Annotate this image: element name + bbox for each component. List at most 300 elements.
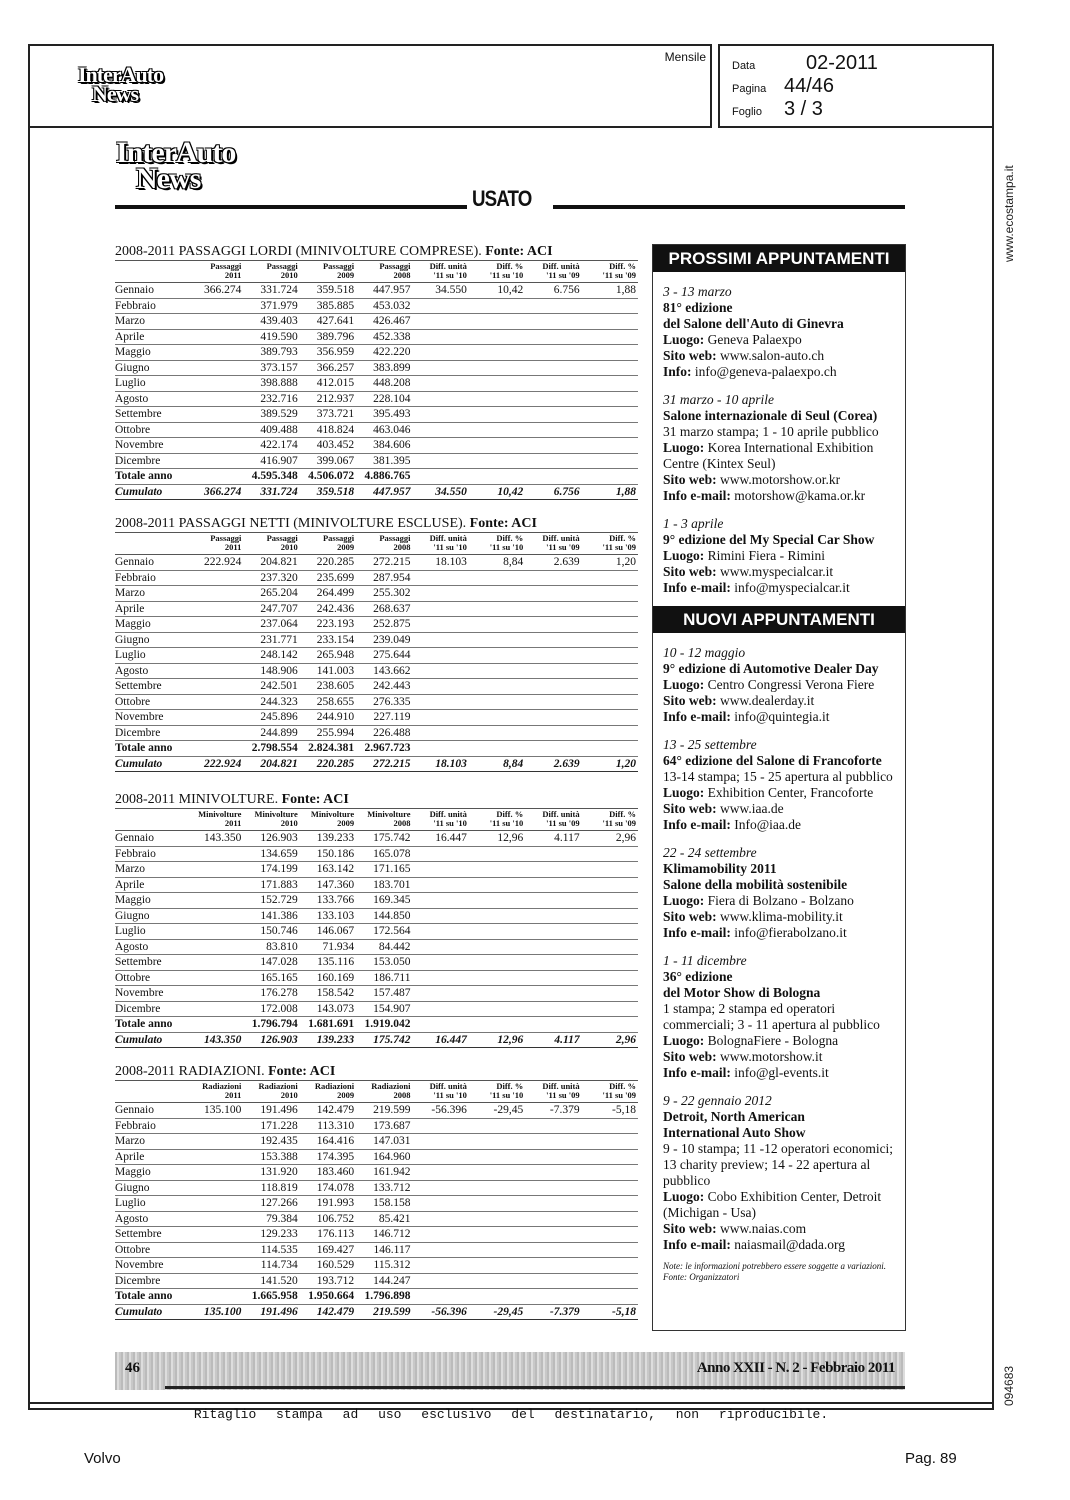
total-cell: [413, 1289, 469, 1305]
column-header-line-2: '11 su '10: [489, 270, 524, 280]
table-cell: [582, 1001, 638, 1017]
table-cell: 146.117: [356, 1242, 412, 1258]
table-cell: Novembre: [115, 710, 187, 726]
event-detail-value: www.salon-auto.ch: [720, 348, 825, 363]
month-header: [115, 533, 187, 555]
table-cell: [469, 694, 525, 710]
event-detail-label: Sito web: [663, 693, 713, 708]
table-cell: [413, 908, 469, 924]
table-cell: [413, 360, 469, 376]
column-header-line-1: Passaggi: [210, 261, 242, 271]
event-title: Klimamobility 2011: [663, 861, 777, 876]
table-cell: 144.850: [356, 908, 412, 924]
event-detail-value: www.motorshow.or.kr: [720, 472, 841, 487]
event-title: Salone della mobilità sostenibile: [663, 877, 848, 892]
stats-table-block: [115, 1064, 638, 1320]
table-cell: 359.518: [300, 283, 356, 299]
table-cell: 183.460: [300, 1165, 356, 1181]
cumulative-cell: 10,42: [469, 484, 525, 500]
table-cell: 255.994: [300, 725, 356, 741]
event-detail-label: Sito web: [663, 1049, 713, 1064]
section-logo-line-1: InterAuto: [116, 136, 236, 169]
table-cell: Dicembre: [115, 1001, 187, 1017]
total-cell: 1.950.664: [300, 1289, 356, 1305]
event-detail-value: info@gl-events.it: [734, 1065, 829, 1080]
table-cell: Gennaio: [115, 555, 187, 571]
event-detail: Info: info@geneva-palaexpo.ch: [663, 364, 837, 379]
table-cell: 6.756: [525, 283, 581, 299]
table-cell: 331.724: [243, 283, 299, 299]
cumulative-cell: Cumulato: [115, 484, 187, 500]
event-detail-value: www.iaa.de: [720, 801, 784, 816]
event-entry: [663, 737, 897, 833]
table-cell: [582, 329, 638, 345]
table-cell: 171.165: [356, 862, 412, 878]
event-detail: Info e-mail: info@fierabolzano.it: [663, 925, 847, 940]
cumulative-cell: 222.924: [187, 756, 243, 772]
cumulative-cell: 18.103: [413, 756, 469, 772]
cumulative-cell: 366.274: [187, 484, 243, 500]
table-cell: 373.721: [300, 407, 356, 423]
table-cell: [187, 846, 243, 862]
column-header-line-2: 2011: [224, 542, 242, 552]
table-cell: [469, 1273, 525, 1289]
column-header: [582, 261, 638, 283]
column-header-line-1: Passaggi: [379, 261, 411, 271]
table-cell: 447.957: [356, 283, 412, 299]
table-cell: [469, 586, 525, 602]
event-detail-label: Luogo: [663, 1189, 700, 1204]
column-header: [525, 809, 581, 831]
table-cell: [187, 407, 243, 423]
event-detail: Sito web: www.salon-auto.ch: [663, 348, 825, 363]
table-row: [115, 555, 638, 571]
total-cell: [525, 1017, 581, 1033]
table-row: [115, 725, 638, 741]
table-cell: 141.003: [300, 663, 356, 679]
table-cell: 220.285: [300, 555, 356, 571]
event-detail-label: Luogo: [663, 548, 700, 563]
section-logo-line-2: News: [136, 161, 201, 195]
table-cell: [187, 648, 243, 664]
column-header-line-2: 2011: [224, 1090, 242, 1100]
table-cell: [469, 1118, 525, 1134]
event-detail-label: Luogo: [663, 893, 700, 908]
column-header-line-1: Radiazioni: [371, 1081, 411, 1091]
table-cell: 383.899: [356, 360, 412, 376]
table-cell: [582, 694, 638, 710]
total-cell: [413, 469, 469, 485]
table-cell: [413, 648, 469, 664]
table-row: [115, 391, 638, 407]
table-cell: Dicembre: [115, 453, 187, 469]
table-cell: Agosto: [115, 663, 187, 679]
table-row: [115, 283, 638, 299]
frequency-label: Mensile: [664, 50, 706, 64]
table-cell: [413, 955, 469, 971]
table-cell: [413, 1149, 469, 1165]
column-header-line-2: '11 su '10: [489, 818, 524, 828]
table-cell: 399.067: [300, 453, 356, 469]
table-cell: -5,18: [582, 1103, 638, 1119]
table-cell: Giugno: [115, 908, 187, 924]
table-title-text: 2008-2011 PASSAGGI LORDI (MINIVOLTURE COMPRESE).: [115, 244, 482, 259]
column-header-line-2: 2010: [280, 818, 298, 828]
table-cell: 141.386: [243, 908, 299, 924]
event-detail-label: Info: [663, 364, 688, 379]
table-cell: -29,45: [469, 1103, 525, 1119]
event-description: 31 marzo stampa; 1 - 10 aprile pubblico: [663, 424, 879, 439]
column-header: [469, 261, 525, 283]
column-header-line-1: Diff. %: [609, 809, 636, 819]
column-header: [525, 533, 581, 555]
event-detail: Sito web: www.motorshow.it: [663, 1049, 823, 1064]
table-cell: [187, 924, 243, 940]
table-cell: [413, 694, 469, 710]
table-cell: [187, 1180, 243, 1196]
table-cell: [187, 1227, 243, 1243]
event-detail-value: info@myspecialcar.it: [734, 580, 850, 595]
table-cell: 366.274: [187, 283, 243, 299]
column-header: [356, 533, 412, 555]
event-entry: [663, 845, 897, 941]
table-cell: [582, 955, 638, 971]
table-cell: 85.421: [356, 1211, 412, 1227]
table-cell: [187, 893, 243, 909]
table-cell: 133.766: [300, 893, 356, 909]
column-header-line-1: Radiazioni: [258, 1081, 298, 1091]
table-cell: [469, 314, 525, 330]
event-detail-label: Info e-mail: [663, 817, 727, 832]
table-cell: Febbraio: [115, 846, 187, 862]
table-cell: [582, 360, 638, 376]
event-title: Salone internazionale di Seul (Corea): [663, 408, 878, 423]
table-cell: 174.199: [243, 862, 299, 878]
table-cell: Marzo: [115, 314, 187, 330]
table-cell: Marzo: [115, 586, 187, 602]
table-cell: [582, 1242, 638, 1258]
table-cell: [187, 345, 243, 361]
table-cell: 231.771: [243, 632, 299, 648]
table-cell: Maggio: [115, 617, 187, 633]
cumulative-cell: 220.285: [300, 756, 356, 772]
table-cell: [469, 908, 525, 924]
table-cell: [582, 710, 638, 726]
total-cell: [582, 469, 638, 485]
column-header-line-1: Minivolture: [198, 809, 242, 819]
event-title: International Auto Show: [663, 1125, 806, 1140]
table-cell: 2.639: [525, 555, 581, 571]
column-header: [243, 261, 299, 283]
cumulative-cell: 331.724: [243, 484, 299, 500]
table-cell: [525, 360, 581, 376]
table-cell: [525, 1211, 581, 1227]
table-cell: Luglio: [115, 376, 187, 392]
table-cell: [582, 1118, 638, 1134]
total-cell: [187, 469, 243, 485]
table-cell: Giugno: [115, 360, 187, 376]
issue-label: Anno XXII - N. 2 - Febbraio 2011: [696, 1360, 895, 1376]
table-cell: [187, 632, 243, 648]
table-source: Fonte: ACI: [485, 244, 553, 259]
table-cell: [469, 376, 525, 392]
table-cell: 114.535: [243, 1242, 299, 1258]
table-row: [115, 422, 638, 438]
table-cell: [525, 345, 581, 361]
total-cell: [525, 469, 581, 485]
table-cell: [582, 345, 638, 361]
table-cell: [413, 345, 469, 361]
cumulative-cell: -7.379: [525, 1304, 581, 1320]
table-row: [115, 679, 638, 695]
table-cell: 439.403: [243, 314, 299, 330]
stats-table: [115, 1080, 638, 1320]
table-cell: [469, 345, 525, 361]
column-header: [243, 1081, 299, 1103]
column-header-line-2: '11 su '10: [489, 1090, 524, 1100]
table-cell: 83.810: [243, 939, 299, 955]
table-cell: [469, 391, 525, 407]
column-header: [243, 809, 299, 831]
table-cell: 227.119: [356, 710, 412, 726]
table-cell: [469, 986, 525, 1002]
event-detail-value: BolognaFiere - Bologna: [707, 1033, 839, 1048]
table-cell: 126.903: [243, 831, 299, 847]
table-row: [115, 601, 638, 617]
table-cell: [582, 376, 638, 392]
stats-table-block: [115, 516, 638, 772]
event-title: Detroit, North American: [663, 1109, 805, 1124]
column-header-line-2: 2009: [337, 1090, 355, 1100]
column-header-line-1: Radiazioni: [202, 1081, 242, 1091]
column-header: [469, 809, 525, 831]
table-cell: [469, 679, 525, 695]
event-detail-value: Exhibition Center, Francoforte: [707, 785, 874, 800]
table-cell: 183.701: [356, 877, 412, 893]
table-row: [115, 831, 638, 847]
table-row: [115, 877, 638, 893]
table-cell: 191.993: [300, 1196, 356, 1212]
cumulative-cell: Cumulato: [115, 1032, 187, 1048]
table-cell: [187, 298, 243, 314]
table-cell: [413, 862, 469, 878]
event-detail-value: www.dealerday.it: [720, 693, 815, 708]
event-detail-value: www.naias.com: [720, 1221, 807, 1236]
cumulative-row: [115, 1032, 638, 1048]
table-cell: [187, 570, 243, 586]
table-cell: Luglio: [115, 648, 187, 664]
table-cell: 409.488: [243, 422, 299, 438]
table-cell: [525, 648, 581, 664]
table-cell: [187, 1196, 243, 1212]
event-detail-value: Cobo Exhibition Center, Detroit (Michigan - Usa): [663, 1189, 882, 1220]
table-cell: [582, 679, 638, 695]
table-cell: 153.388: [243, 1149, 299, 1165]
table-cell: 4.117: [525, 831, 581, 847]
cumulative-cell: 2.639: [525, 756, 581, 772]
event-detail: Sito web: www.myspecialcar.it: [663, 564, 834, 579]
table-cell: 131.920: [243, 1165, 299, 1181]
event-detail: Info e-mail: Info@iaa.de: [663, 817, 802, 832]
table-cell: 169.345: [356, 893, 412, 909]
table-cell: Ottobre: [115, 694, 187, 710]
data-label: Data: [732, 60, 756, 72]
column-header: [243, 533, 299, 555]
table-row: [115, 986, 638, 1002]
table-cell: 153.050: [356, 955, 412, 971]
table-cell: 191.496: [243, 1103, 299, 1119]
table-cell: [525, 586, 581, 602]
table-cell: [469, 453, 525, 469]
event-title: 9° edizione del My Special Car Show: [663, 532, 875, 547]
table-cell: 34.550: [413, 283, 469, 299]
column-header-line-2: 2009: [337, 542, 355, 552]
event-detail: Info e-mail: motorshow@kama.or.kr: [663, 488, 866, 503]
event-detail-value: www.motorshow.it: [720, 1049, 823, 1064]
table-cell: Maggio: [115, 893, 187, 909]
event-detail-label: Sito web: [663, 472, 713, 487]
table-cell: 226.488: [356, 725, 412, 741]
cumulative-row: [115, 756, 638, 772]
table-cell: Settembre: [115, 1227, 187, 1243]
table-cell: 135.116: [300, 955, 356, 971]
table-cell: 247.707: [243, 601, 299, 617]
table-row: [115, 955, 638, 971]
table-cell: [187, 694, 243, 710]
column-header: [300, 533, 356, 555]
table-cell: 235.699: [300, 570, 356, 586]
table-cell: [469, 970, 525, 986]
table-cell: Settembre: [115, 955, 187, 971]
table-cell: 395.493: [356, 407, 412, 423]
table-cell: [469, 360, 525, 376]
column-header-line-1: Minivolture: [310, 809, 355, 819]
total-cell: Totale anno: [115, 469, 187, 485]
table-cell: [413, 1118, 469, 1134]
event-detail-label: Luogo: [663, 677, 700, 692]
table-cell: [187, 360, 243, 376]
stats-table: [115, 260, 638, 500]
stats-table: [115, 808, 638, 1048]
table-cell: Marzo: [115, 862, 187, 878]
table-cell: 237.320: [243, 570, 299, 586]
total-cell: [187, 1289, 243, 1305]
table-cell: [469, 1211, 525, 1227]
table-cell: [582, 407, 638, 423]
total-cell: [582, 1289, 638, 1305]
table-cell: 245.896: [243, 710, 299, 726]
table-cell: 398.888: [243, 376, 299, 392]
table-cell: Dicembre: [115, 1273, 187, 1289]
table-cell: 176.113: [300, 1227, 356, 1243]
table-cell: [187, 1258, 243, 1274]
table-cell: 219.599: [356, 1103, 412, 1119]
table-cell: 71.934: [300, 939, 356, 955]
table-cell: [469, 422, 525, 438]
table-cell: 113.310: [300, 1118, 356, 1134]
event-detail: Info e-mail: naiasmail@dada.org: [663, 1237, 846, 1252]
cumulative-cell: 359.518: [300, 484, 356, 500]
event-detail-label: Info e-mail: [663, 1237, 727, 1252]
table-cell: [187, 601, 243, 617]
table-cell: [582, 1134, 638, 1150]
column-header-line-2: '11 su '10: [433, 542, 467, 552]
total-cell: [413, 741, 469, 757]
table-cell: 172.008: [243, 1001, 299, 1017]
table-cell: Agosto: [115, 391, 187, 407]
table-cell: 176.278: [243, 986, 299, 1002]
column-header-line-1: Diff. %: [496, 533, 524, 543]
column-header: [187, 261, 243, 283]
clipping-notice: Ritaglio stampa ad uso esclusivo del destinatario, non riproducibile.: [28, 1402, 994, 1424]
table-cell: Aprile: [115, 329, 187, 345]
table-cell: [413, 846, 469, 862]
table-cell: [469, 1258, 525, 1274]
table-cell: [582, 453, 638, 469]
table-cell: [525, 970, 581, 986]
events-note: Note: le informazioni potrebbero essere soggette a variazioni. Fonte: Organizzatori: [663, 1261, 886, 1282]
table-cell: 150.186: [300, 846, 356, 862]
event-detail-value: Fiera di Bolzano - Bolzano: [707, 893, 854, 908]
logo-line-1: InterAuto: [78, 62, 164, 87]
table-cell: [413, 632, 469, 648]
table-row: [115, 1273, 638, 1289]
table-cell: 115.312: [356, 1258, 412, 1274]
table-cell: Novembre: [115, 1258, 187, 1274]
table-cell: [525, 725, 581, 741]
table-cell: [413, 710, 469, 726]
table-cell: [413, 586, 469, 602]
cumulative-cell: 34.550: [413, 484, 469, 500]
foglio-value: 3 / 3: [784, 98, 823, 120]
event-detail-value: Centro Congressi Verona Fiere: [707, 677, 875, 692]
table-cell: [413, 1273, 469, 1289]
event-detail-label: Luogo: [663, 440, 700, 455]
table-cell: 371.979: [243, 298, 299, 314]
table-cell: [525, 1134, 581, 1150]
event-date: 13 - 25 settembre: [663, 737, 757, 752]
table-cell: [525, 908, 581, 924]
table-cell: [582, 663, 638, 679]
table-cell: 127.266: [243, 1196, 299, 1212]
table-cell: [413, 1211, 469, 1227]
column-header-line-1: Passaggi: [322, 261, 355, 271]
column-header-line-2: '11 su '09: [546, 270, 580, 280]
table-cell: [413, 601, 469, 617]
column-header-line-1: Diff. %: [496, 809, 524, 819]
table-cell: [525, 663, 581, 679]
table-cell: 171.883: [243, 877, 299, 893]
table-cell: 264.499: [300, 586, 356, 602]
table-row: [115, 1165, 638, 1181]
column-header-line-2: '11 su '09: [602, 818, 636, 828]
total-cell: 2.824.381: [300, 741, 356, 757]
table-cell: [413, 663, 469, 679]
table-cell: 174.395: [300, 1149, 356, 1165]
table-row: [115, 438, 638, 454]
table-cell: Febbraio: [115, 298, 187, 314]
table-cell: 238.605: [300, 679, 356, 695]
event-detail: Luogo: Centro Congressi Verona Fiere: [663, 677, 875, 692]
table-cell: 212.937: [300, 391, 356, 407]
total-cell: [582, 1017, 638, 1033]
column-header: [469, 533, 525, 555]
event-entry: [663, 1093, 897, 1253]
event-detail-label: Info e-mail: [663, 488, 727, 503]
table-row: [115, 1211, 638, 1227]
table-cell: [187, 986, 243, 1002]
event-detail: Luogo: Exhibition Center, Francoforte: [663, 785, 874, 800]
